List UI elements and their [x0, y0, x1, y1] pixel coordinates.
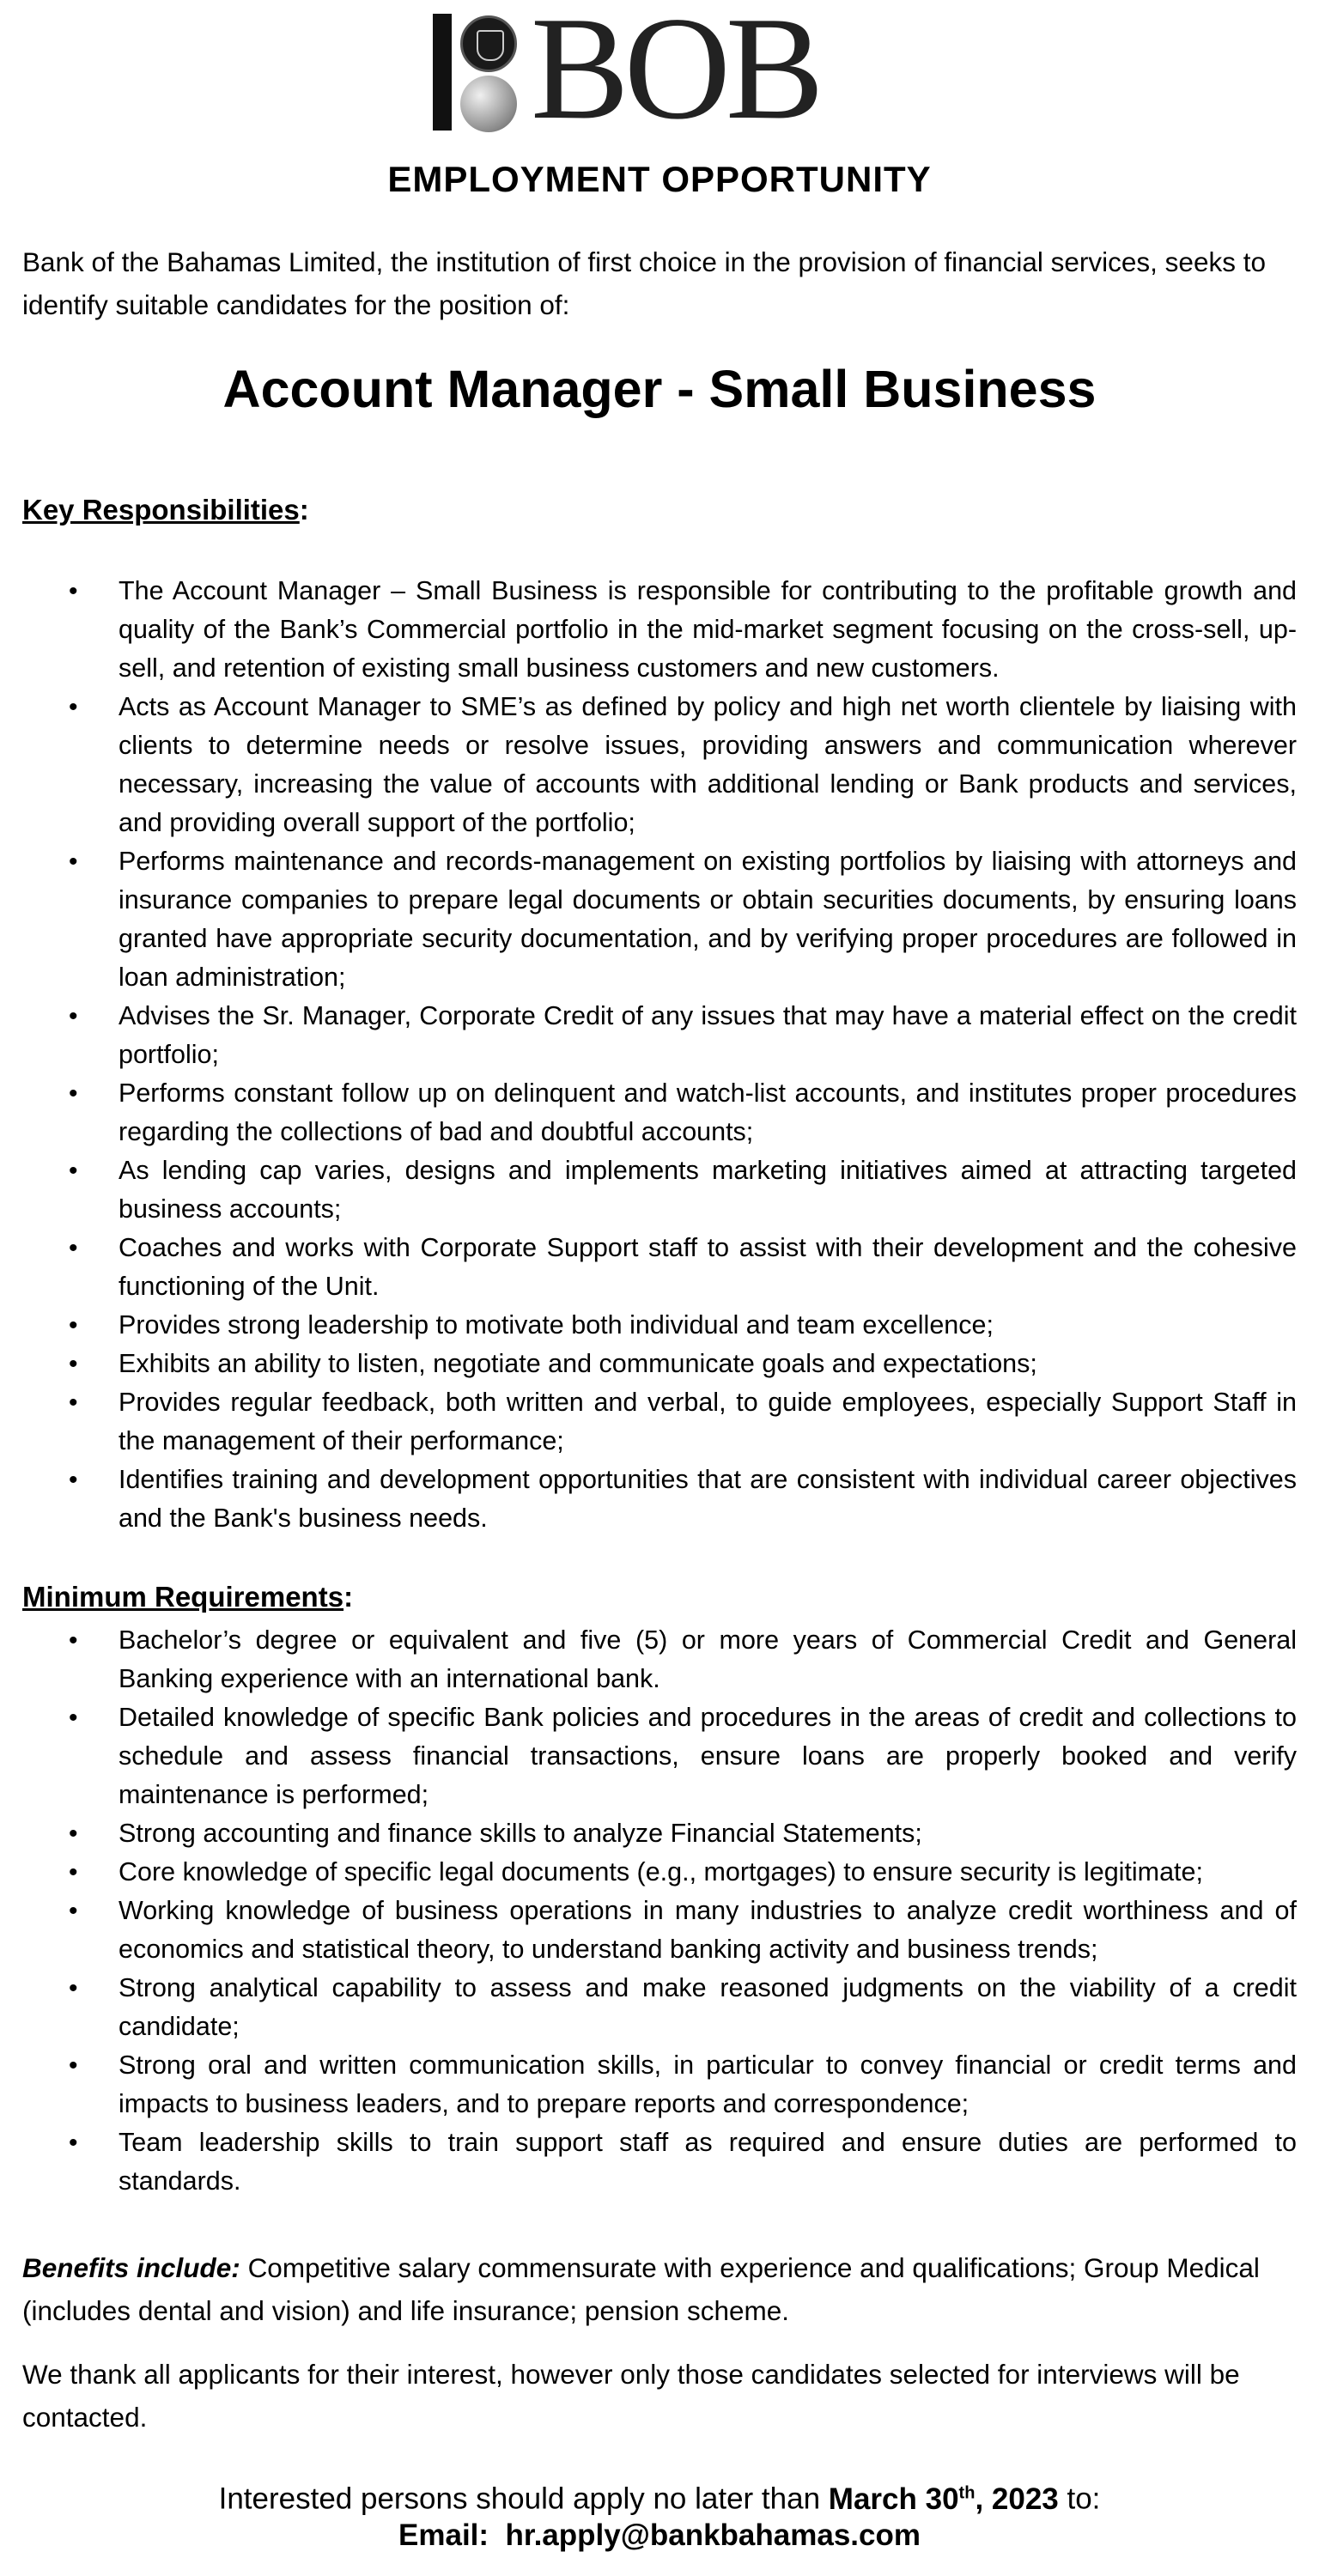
apply-deadline	[0, 2471, 1319, 2521]
list-item: • Coaches and works with Corporate Support staff to assist with their development and the cohesive functioning of the Unit.	[0, 1229, 1319, 1306]
list-item: • Strong oral and written communication skills, in particular to convey financial or credit terms and impacts to business leaders, and to prepare reports and correspondence;	[0, 2046, 1319, 2123]
list-item: • Provides regular feedback, both written and verbal, to guide employees, especially Support Staff in the management of their performance;	[0, 1383, 1319, 1461]
requirements-list	[0, 1621, 1319, 2201]
list-item: • Exhibits an ability to listen, negotiate and communicate goals and expectations;	[0, 1345, 1319, 1383]
apply-date-year: , 2023	[975, 2482, 1059, 2516]
list-item: • Performs constant follow up on delinquent and watch-list accounts, and institutes proper procedures regarding the collections of bad and doubtful accounts;	[0, 1074, 1319, 1151]
list-item: • As lending cap varies, designs and implements marketing initiatives aimed at attracting targeted business accounts;	[0, 1151, 1319, 1229]
logo-wordmark: BOB	[531, 0, 819, 150]
globe-icon	[460, 76, 517, 132]
bob-logo	[429, 0, 876, 150]
apply-date-suffix: th	[958, 2483, 976, 2502]
list-item: • Detailed knowledge of specific Bank policies and procedures in the areas of credit and collections to schedule and assess financial transactions, ensure loans are properly booked and verify maintenance is performed;	[0, 1698, 1319, 1814]
list-item: • Strong accounting and finance skills to analyze Financial Statements;	[0, 1814, 1319, 1853]
apply-date	[829, 2482, 1059, 2516]
list-item: • Bachelor’s degree or equivalent and five (5) or more years of Commercial Credit and General Banking experience with an international bank.	[0, 1621, 1319, 1698]
list-item: • Identifies training and development opportunities that are consistent with individual career objectives and the Bank's business needs.	[0, 1461, 1319, 1538]
page-heading: EMPLOYMENT OPPORTUNITY	[387, 159, 932, 199]
requirements-title: Minimum Requirements	[22, 1581, 344, 1613]
seal-icon	[460, 15, 517, 72]
requirements-heading: Minimum Requirements:	[22, 1581, 354, 1613]
thanks-paragraph: We thank all applicants for their interest, however only those candidates selected for interviews will be contacted.	[22, 2359, 1240, 2433]
apply-date-month: March 30	[828, 2482, 959, 2516]
list-item: • Acts as Account Manager to SME’s as defined by policy and high net worth clientele by liaising with clients to determine needs or resolve issues, providing answers and communication wherever necessary, increasing the value of accounts with additional lending or Bank products and services, and providing overall support of the portfolio;	[0, 688, 1319, 842]
apply-prefix: Interested persons should apply no later than	[218, 2482, 821, 2516]
list-item: • Provides strong leadership to motivate both individual and team excellence;	[0, 1306, 1319, 1345]
benefits-label: Benefits include:	[22, 2252, 240, 2283]
list-item: • Team leadership skills to train support staff as required and ensure duties are performed to standards.	[0, 2123, 1319, 2201]
list-item: • Advises the Sr. Manager, Corporate Credit of any issues that may have a material effect on the credit portfolio;	[0, 997, 1319, 1074]
email-address[interactable]: hr.apply@bankbahamas.com	[505, 2518, 921, 2552]
intro-paragraph: Bank of the Bahamas Limited, the institution of first choice in the provision of financial services, seeks to identify suitable candidates for the position of:	[22, 246, 1266, 320]
benefits-paragraph	[22, 2246, 1297, 2332]
benefits-text: Competitive salary commensurate with experience and qualifications; Group Medical (includes dental and vision) and life insurance; pension scheme.	[22, 2252, 1260, 2326]
list-item: • Strong analytical capability to assess and make reasoned judgments on the viability of a credit candidate;	[0, 1969, 1319, 2046]
responsibilities-list	[0, 572, 1319, 1538]
list-item: • Core knowledge of specific legal documents (e.g., mortgages) to ensure security is legitimate;	[0, 1853, 1319, 1892]
apply-email-line	[0, 2514, 1319, 2557]
email-label: Email:	[398, 2518, 489, 2552]
list-item: • Working knowledge of business operations in many industries to analyze credit worthiness and of economics and statistical theory, to understand banking activity and business trends;	[0, 1892, 1319, 1969]
responsibilities-title: Key Responsibilities	[22, 494, 300, 526]
list-item: • Performs maintenance and records-management on existing portfolios by liaising with attorneys and insurance companies to prepare legal documents or obtain securities documents, by ensuring loans granted have appropriate security documentation, and by verifying proper procedures are followed in loan administration;	[0, 842, 1319, 997]
position-title: Account Manager - Small Business	[222, 360, 1097, 418]
apply-suffix: to:	[1067, 2482, 1101, 2516]
responsibilities-heading: Key Responsibilities:	[22, 494, 309, 526]
list-item: • The Account Manager – Small Business is responsible for contributing to the profitable growth and quality of the Bank’s Commercial portfolio in the mid-market segment focusing on the cross-sell, up-sell, and retention of existing small business customers and new customers.	[0, 572, 1319, 688]
logo-bar	[433, 14, 452, 131]
